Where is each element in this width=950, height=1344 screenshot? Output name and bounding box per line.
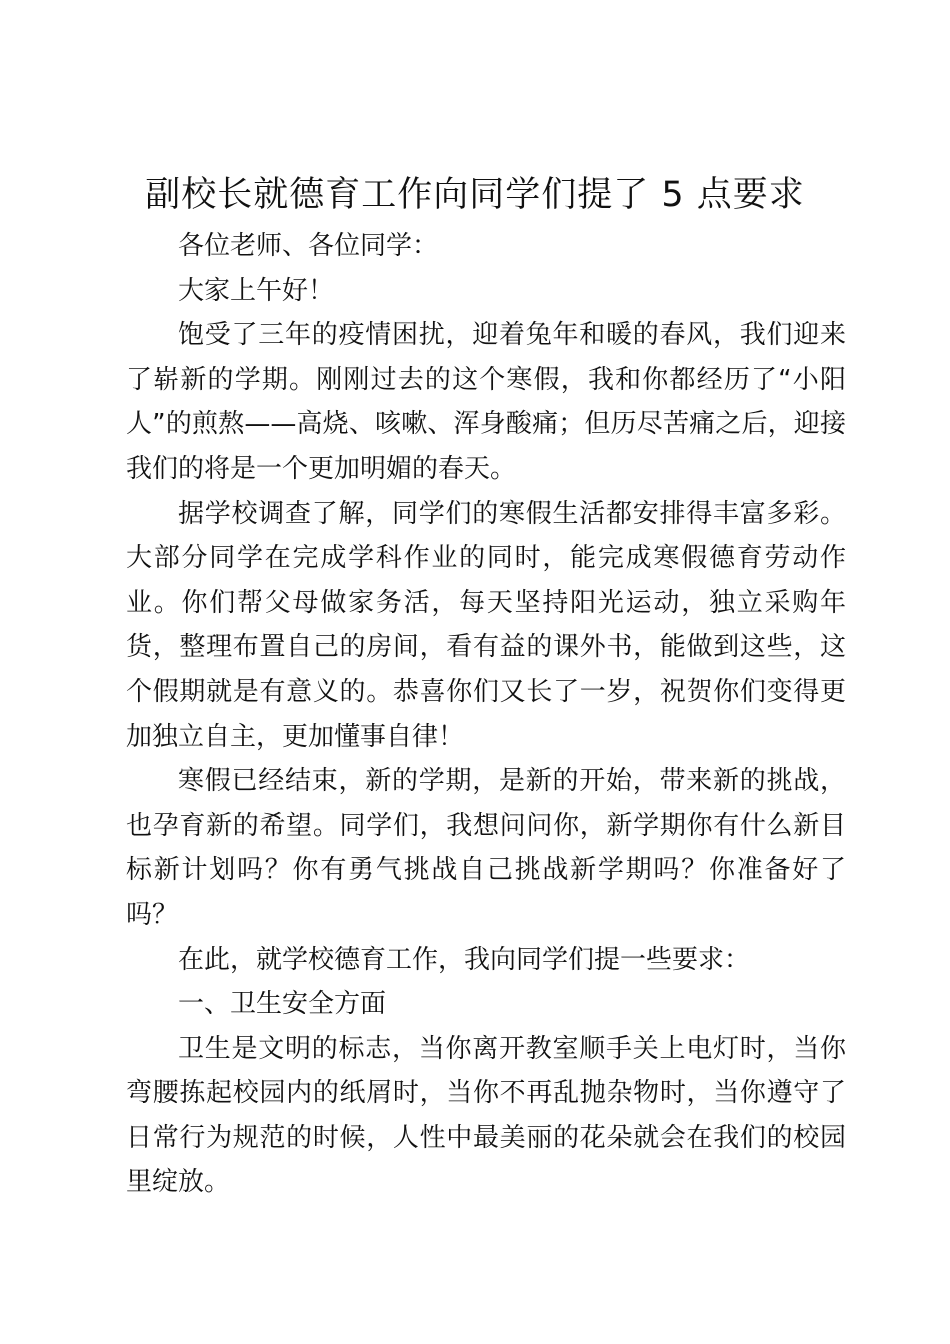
paragraph-winter-break: 据学校调查了解，同学们的寒假生活都安排得丰富多彩。大部分同学在完成学科作业的同时，能完成寒假德育劳动作业。你们帮父母做家务活，每天坚持阳光运动，独立采购年货，整理布置自己的房间，看有益的课外书，能做到这些，这个假期就是有意义的。恭喜你们又长了一岁，祝贺你们变得更加独立自主，更加懂事自律！: [126, 498, 846, 752]
paragraph-requirements-intro: 在此，就学校德育工作，我向同学们提一些要求：: [178, 944, 751, 975]
document-title: 副校长就德育工作向同学们提了 5 点要求: [145, 175, 805, 215]
document-body: [126, 224, 846, 1205]
paragraph-salutation: 各位老师、各位同学：: [178, 231, 439, 261]
paragraph-greeting: 大家上午好！: [178, 275, 335, 306]
paragraph-hygiene: 卫生是文明的标志，当你离开教室顺手关上电灯时，当你弯腰拣起校园内的纸屑时，当你不再乱抛杂物时，当你遵守了日常行为规范的时候，人性中最美丽的花朵就会在我们的校园里绽放。: [126, 1033, 846, 1198]
section-heading-hygiene-safety: 一、卫生安全方面: [178, 989, 387, 1020]
paragraph-new-semester: 寒假已经结束，新的学期，是新的开始，带来新的挑战，也孕育新的希望。同学们，我想问问你，新学期你有什么新目标新计划吗？你有勇气挑战自己挑战新学期吗？你准备好了吗？: [126, 766, 846, 930]
paragraph-intro: 饱受了三年的疫情困扰，迎着兔年和暖的春风，我们迎来了崭新的学期。刚刚过去的这个寒假，我和你都经历了“小阳人”的煎熬——高烧、咳嗽、浑身酸痛；但历尽苦痛之后，迎接我们的将是一个更加明媚的春天。: [126, 320, 846, 484]
